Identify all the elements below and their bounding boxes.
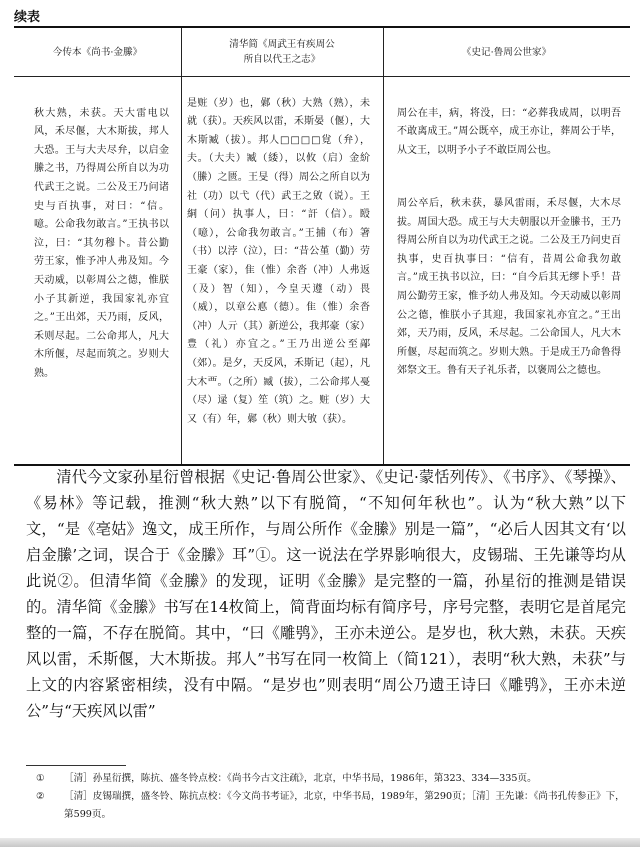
column-header-jinchuanben — [14, 28, 181, 76]
footnote-mark: ① — [36, 773, 45, 784]
column-qinghuajian-body — [187, 76, 370, 448]
column-shiji-body — [397, 86, 621, 400]
footnotes — [26, 770, 626, 824]
column-header-text: 所自以代王之志》 — [243, 54, 321, 65]
table-cell-paragraph: 是赃（岁）也，鄵（秋）大熟（熟），未就（获）。天疾风以雷，禾斯晏（偃），大木斯臧（拔）。邦人□□□□覍（弁），夫。（大夫）臧（緌），以攸（启）金紒（縢）之匮。王旻（得）周公之所自以为社（功）以弋（代）武王之敓（说）。王絧（问）执事人，曰：“訐（信）。殹（噫），公命我勿敢言。”王捕（布）箸（书）以浡（泣），曰：“昔公堇（勤）劳王豪（家），隹（惟）余沓（冲）人弗返（及）智（知），今皇天遵（动）畏（威），以章公悳（德）。隹（惟）余沓（冲）人亓（其）新逆公，我邦豪（家）豊（礼）亦宜之。”王乃出逆公至鄗（郊）。是夕，天反风，禾斯记（起），凡大木覀。（之所）臧（拔），二公命邦人戞（尽）逯（复）笙（筑）之。赃（岁）大又（有）年，鄵（秋）则大敂（获）。 — [187, 97, 370, 425]
column-jinchuanben-body — [34, 86, 169, 402]
table-cell-paragraph: 秋大熟，未获。天大雷电以风，禾尽偃，大木斯拔，邦人大恐。王与大夫尽弁，以启金縢之书，乃得周公所自以为功代武王之说。二公及王乃问诸史与百执事，对曰：“信。噫。公命我勿敢言。”王执书以泣，曰：“其勿穆卜。昔公勤劳王家，惟予冲人弗及知。今天动威，以彰周公之德，惟朕小子其新逆，我国家礼亦宜之。”王出郊，天乃雨，反风，禾则尽起。二公命邦人，凡大木所偃，尽起而筑之。岁则大熟。 — [34, 107, 169, 379]
body-paragraph: 清代今文家孙星衍曾根据《史记·鲁周公世家》、《史记·蒙恬列传》、《书序》、《琴操》、《易林》等记载，推测“秋大熟”以下有脱简，“不知何年秋也”。认为“秋大熟”以下文，“是《亳姑》逸文，成王所作，与周公所作《金縢》别是一篇”，“必后人因其文有‘以启金縢’之词，误合于《金縢》耳”①。这一说法在学界影响很大，皮锡瑞、王先谦等均从此说②。但清华简《金縢》的发现，证明《金縢》是完整的一篇，孙星衍的推测是错误的。清华简《金縢》书写在14枚简上，简背面均标有简序号，序号完整，表明它是首尾完整的一篇，不存在脱简。其中，“曰《雕鸮》，王亦未逆公。是岁也，秋大熟，未获。天疾风以雷，禾斯偃，大木斯拔。邦人”书写在同一枚简上（简121），表明“秋大熟，未获”与上文的内容紧密相续，没有中隔。“是岁也”则表明“周公乃遗王诗曰《雕鸮》，王亦未逆公”与“天疾风以雷” — [26, 468, 626, 720]
comparison-table — [14, 26, 630, 466]
footnote-text: ［清］皮锡瑞撰，盛冬铃、陈抗点校：《今文尚书考证》，北京，中华书局，1989年，第290页；［清］王先谦：《尚书孔传参正》下，第599页。 — [64, 791, 625, 820]
column-header-shiji — [383, 28, 630, 76]
table-cell-paragraph: 周公卒后，秋未获，暴风雷雨，禾尽偃，大木尽拔。周国大恐。成王与大夫朝服以开金縢书，王乃得周公所自以为功代武王之说。二公及王乃问史百执事，史百执事曰：“信有，昔周公命我勿敢言。”成王执书以泣，曰：“自今后其无缪卜乎！昔周公勤劳王家，惟予幼人弗及知。今天动威以彰周公之德，惟朕小子其迎，我国家礼亦宜之。”王出郊，天乃雨，反风，禾尽起。二公命国人，凡大木所偃，尽起而筑之。岁则大熟。于是成王乃命鲁得郊祭文王。鲁有天子礼乐者，以褒周公之德也。 — [397, 197, 621, 377]
footnote-mark: ② — [36, 791, 45, 802]
footnote-text: ［清］孙星衍撰，陈抗、盛冬铃点校：《尚书今古文注疏》，北京，中华书局，1986年，第323、334—335页。 — [64, 773, 537, 784]
body-text — [26, 464, 626, 724]
footnote-1 — [26, 770, 626, 788]
column-divider — [181, 28, 182, 464]
column-header-qinghuajian — [181, 28, 383, 76]
column-divider — [383, 28, 384, 464]
footnote-2 — [26, 788, 626, 824]
continued-table-label: 续表 — [14, 10, 41, 25]
footnote-rule — [26, 765, 126, 766]
page-bottom-strip — [0, 838, 640, 847]
column-header-text: 《史记·鲁周公世家》 — [461, 46, 552, 58]
column-header-text: 今传本《尚书·金縢》 — [52, 46, 143, 58]
column-header-text: 清华简《周武王有疾周公 — [229, 39, 335, 50]
table-cell-paragraph: 周公在丰，病，将没，曰：“必葬我成周，以明吾不敢离成王。”周公既卒，成王亦让，葬周公于毕，从文王，以明予小子不敢臣周公也。 — [397, 107, 621, 156]
